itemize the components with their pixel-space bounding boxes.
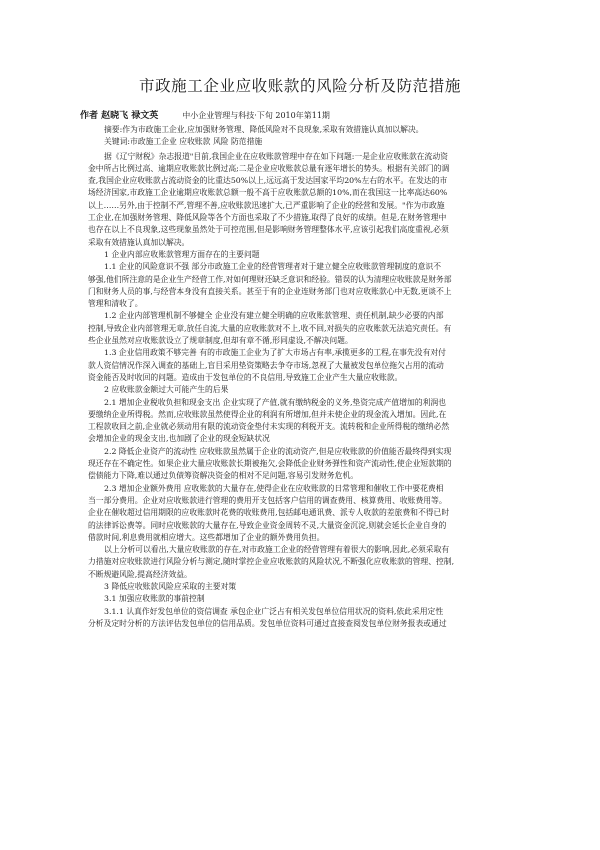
body-line: 要缴纳企业所得税。然而,应收账款虽然使得企业的利润有所增加,但并未使企业的现金流入增加。因此,在 bbox=[88, 409, 447, 419]
body-line: 款人资信情况作深入调查的基础上,盲目采用垫资策略去争夺市场,忽视了大量被发包单位拖欠占用的流动 bbox=[88, 360, 444, 370]
body-line: 1.2 企业内部管理机制不够健全 企业没有建立健全明确的应收账款管理、责任机制,缺少必要的内部 bbox=[104, 311, 444, 321]
body-line: 些企业虽然对应收账款设立了规章制度,但却有章不循,形同虚设,不解决问题。 bbox=[88, 336, 353, 346]
body-line: 现还存在不确定性。如果企业大量应收账款长期被拖欠,会降低企业财务弹性和资产流动性,使企业短款期的 bbox=[88, 459, 452, 469]
body-line: 2 应收账款金额过大可能产生的后果 bbox=[104, 385, 229, 395]
body-line: 工程款收回之前,企业就必须动用有限的流动资金垫付未实现的利税开支。流转税和企业所得税的缴纳必然 bbox=[88, 422, 450, 432]
body-line: 2.1 增加企业税收负担和现金支出 企业实现了产值,就有缴纳税金的义务,垫资完成产值增加的利润也 bbox=[104, 397, 446, 407]
body-line: 够强,他们所注意的是企业生产经营工作,对如何理财还缺乏意识和经验。错误的认为清理应收账款是财务部 bbox=[88, 274, 452, 284]
body-line: 采取有效措施认真加以解决。 bbox=[88, 237, 190, 247]
body-line: 2.3 增加企业额外费用 应收账款的大量存在,使得企业在应收账款的日常管理和催收工作中要花费相 bbox=[104, 483, 444, 493]
body-line: 资金能否及时收回的问题。造成由于发包单位的不良信用,导致施工企业产生大量应收账款。 bbox=[88, 372, 403, 382]
abstract: 摘要:作为市政施工企业,应加强财务管理、降低风险对不良现象,采取有效措施认真加以解决。 bbox=[104, 125, 424, 134]
body-line: 当一部分费用。企业对应收账款进行管理的费用开支包括客户信用的调查费用、核算费用、收账费用等。 bbox=[88, 495, 447, 505]
body-line: 的法律诉讼费等。同时应收账款的大量存在,导致企业资金周转不灵,大量资金沉淀,则就会延长企业自身的 bbox=[88, 520, 447, 530]
body-line: 1 企业内部应收账款管理方面存在的主要问题 bbox=[104, 249, 260, 259]
body-line: 控制,导致企业内部管理无章,放任自流,大量的应收账款对不上,收不回,对损失的应收账款无法追究责任。有 bbox=[88, 323, 452, 333]
body-line: 借款时间,利息费用就相应增大。这些都增加了企业的额外费用负担。 bbox=[88, 532, 325, 542]
keywords: 关键词:市政施工企业 应收账款 风险 防范措施 bbox=[104, 137, 263, 147]
body-line: 1.3 企业信用政策不够完善 有的市政施工企业为了扩大市场占有率,承揽更多的工程,在事先没有对付 bbox=[104, 348, 446, 358]
body-line: 管理和清收了。 bbox=[88, 299, 143, 309]
body-line: 力措施对应收账款进行风险分析与测定,随时掌控企业应收账款的风险状况,不断强化应收账款的管理、控制, bbox=[88, 557, 455, 567]
body-line: 分析及定时分析的方法评估发包单位的信用品质。发包单位资料可通过直接查阅发包单位财务报表或通过 bbox=[88, 618, 447, 628]
article-body bbox=[88, 151, 512, 631]
body-line: 工企业,在加强财务管理、降低风险等各个方面也采取了不少措施,取得了良好的成绩。但是,在财务管理中 bbox=[88, 213, 447, 223]
body-line: 以上分析可以看出,大量应收账款的存在,对市政施工企业的经营管理有着很大的影响,因此,必须采取有 bbox=[104, 545, 450, 555]
body-line: 以上……另外,由于控制不严,管理不善,应收账款迅速扩大,已严重影响了企业的经营和发展。"作为市政施 bbox=[88, 200, 445, 210]
article-title: 市政施工企业应收账款的风险分析及防范措施 bbox=[138, 77, 461, 95]
body-line: 1.1 企业的风险意识不强 部分市政施工企业的经营管理者对于建立健全应收账款管理制度的意识不 bbox=[104, 262, 442, 272]
body-line: 3.1.1 认真作好发包单位的资信调查 承包企业广泛占有相关发包单位信用状况的资料,依此采用定性 bbox=[104, 606, 444, 616]
body-line: 场经济国家,市政施工企业逾期应收账款总额一般不高于应收账款总额的10%,而在我国这一比率高达60% bbox=[88, 188, 448, 198]
body-line: 查,我国企业应收账款占流动资金的比重达50%以上,远远高于发达国家平均20%左右的水平。在发达的市 bbox=[88, 176, 448, 186]
body-line: 会增加企业的现金支出,也加剧了企业的现金短缺状况 bbox=[88, 434, 270, 444]
body-line: 偿债能力下降,难以通过负债筹资解决资金的相对不足问题,容易引发财务危机。 bbox=[88, 471, 359, 481]
source-line: 中小企业管理与科技·下旬 2010年第11期 bbox=[182, 111, 330, 120]
body-line: 3 降低应收账款风险应采取的主要对策 bbox=[104, 581, 237, 591]
meta-row bbox=[80, 110, 512, 122]
body-line: 3.1 加强应收账款的事前控制 bbox=[104, 594, 205, 604]
body-line: 不断规避风险,提高经济效益。 bbox=[88, 569, 192, 579]
body-line: 门和财务人员的事,与经营本身没有直接关系。甚至于有的企业连财务部门也对应收账款心中无数,更谈不上 bbox=[88, 286, 452, 296]
body-line: 企业在催收超过信用期限的应收账款时花费的收账费用,包括邮电通讯费、派专人收款的差旅费和不得已时 bbox=[88, 508, 450, 518]
body-line: 2.2 降低企业资产的流动性 应收账款虽然属于企业的流动资产,但是应收账款的价值能否最终得到实现 bbox=[104, 446, 452, 456]
body-line: 金中所占比例过高、逾期应收账款比例过高;二是企业应收账款总量有逐年增长的势头。根据有关部门的调 bbox=[88, 163, 450, 173]
body-line: 据《辽宁财税》杂志报道"目前,我国企业在应收账款管理中存在如下问题:一是企业应收账款在流动资 bbox=[104, 151, 448, 161]
author-line: 作者 赵晓飞 禄文英 bbox=[80, 111, 159, 121]
body-line: 也存在以上不良现象,这些现象虽然处于可控范围,但是影响财务管理整体水平,应该引起我们高度重视,必须 bbox=[88, 225, 449, 235]
